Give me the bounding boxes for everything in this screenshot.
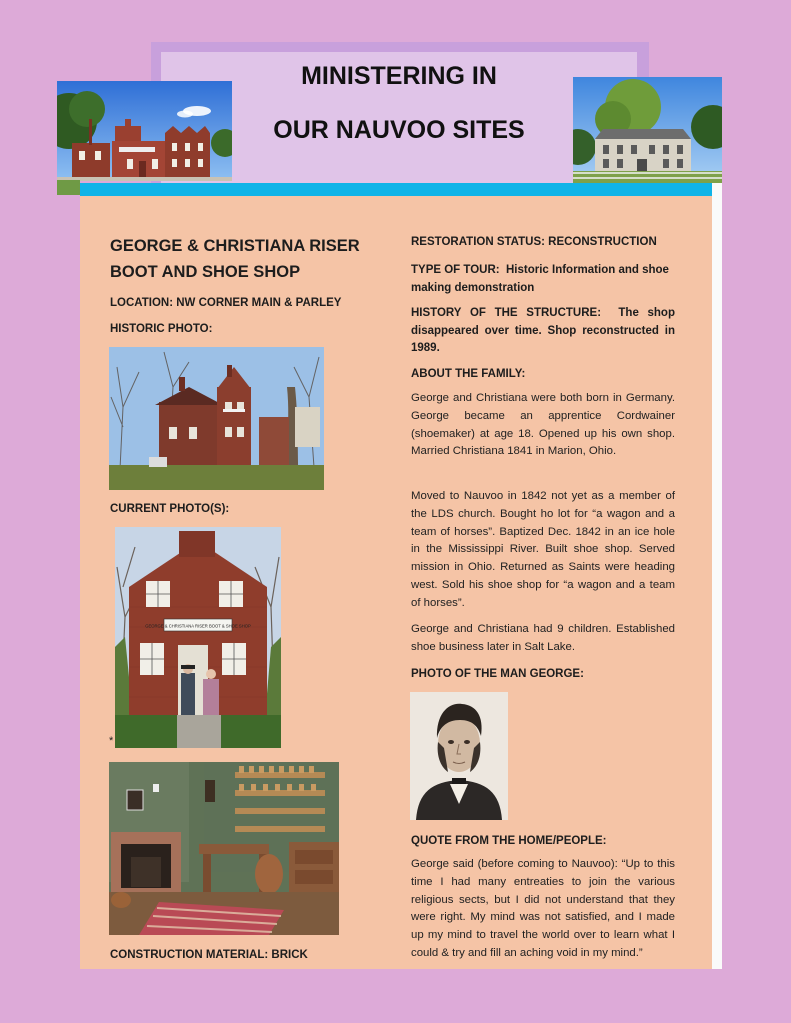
portrait-george-riser (410, 692, 508, 820)
photo-of-man-label: PHOTO OF THE MAN GEORGE: (411, 668, 584, 680)
header-photo-brick-buildings (57, 81, 232, 181)
structure-history-value: The shop disappeared over time. Shop reconstructed in 1989. (411, 307, 675, 354)
current-photo-shop-exterior (115, 527, 281, 748)
tour-type-value: Historic Information and shoe making demonstration (411, 264, 669, 294)
historic-photo-label: HISTORIC PHOTO: (110, 323, 213, 335)
tour-type (411, 262, 675, 297)
accent-bar (80, 183, 712, 196)
family-paragraph-3: George and Christiana had 9 children. Established shoe business later in Salt Lake. (411, 623, 675, 653)
panel-edge (712, 183, 722, 969)
about-family-label: ABOUT THE FAMILY: (411, 368, 526, 380)
shop-sign-text: GEORGE & CHRISTIANA RISER BOOT & SHOE SHOP (145, 623, 251, 629)
historic-photo (109, 347, 324, 490)
tour-type-label: TYPE OF TOUR: (411, 264, 500, 276)
page-title-line-2: OUR NAUVOO SITES (273, 116, 525, 144)
photo-footnote-star: * (109, 735, 114, 747)
structure-history (411, 305, 675, 358)
location-label: LOCATION: NW CORNER MAIN & PARLEY (110, 297, 342, 309)
family-paragraph-2: Moved to Nauvoo in 1842 not yet as a member of the LDS church. Bought ho lot for “a wagon and a team of horses”. Baptized Dec. 1842 in an ice hole in the Mississippi River. Built shoe shop. Served mission in Ohio. Returned as Saints were heading west. Sold his shoe shop for “a wagon and a team of horses”. (411, 490, 675, 609)
header-photo-white-house (573, 77, 722, 183)
site-heading-line-2: BOOT AND SHOE SHOP (110, 263, 301, 281)
family-paragraph-1: George and Christiana were both born in Germany. George became an apprentice Cordwainer (shoemaker) at age 18. Opened up his own shop. Married Christiana 1841 in Marion, Ohio. (411, 392, 675, 458)
restoration-status: RESTORATION STATUS: RECONSTRUCTION (411, 236, 657, 248)
quote-label: QUOTE FROM THE HOME/PEOPLE: (411, 835, 607, 847)
header-photo-grass-strip (57, 180, 80, 195)
current-photo-shop-interior (109, 762, 339, 935)
page-title-line-1: MINISTERING IN (301, 62, 497, 90)
quote-text: George said (before coming to Nauvoo): “Up to this time I had many entreaties to join the various religious sects, but I did not understand that they were right. My mind was not satisfied, and I made up my mind to travel the world over to learn what I could & try and fill an aching void in my mind.” (411, 858, 675, 959)
structure-history-label: HISTORY OF THE STRUCTURE: (411, 307, 602, 319)
current-photos-label: CURRENT PHOTO(S): (110, 503, 230, 515)
site-heading-line-1: GEORGE & CHRISTIANA RISER (110, 237, 360, 255)
construction-material: CONSTRUCTION MATERIAL: BRICK (110, 949, 308, 961)
